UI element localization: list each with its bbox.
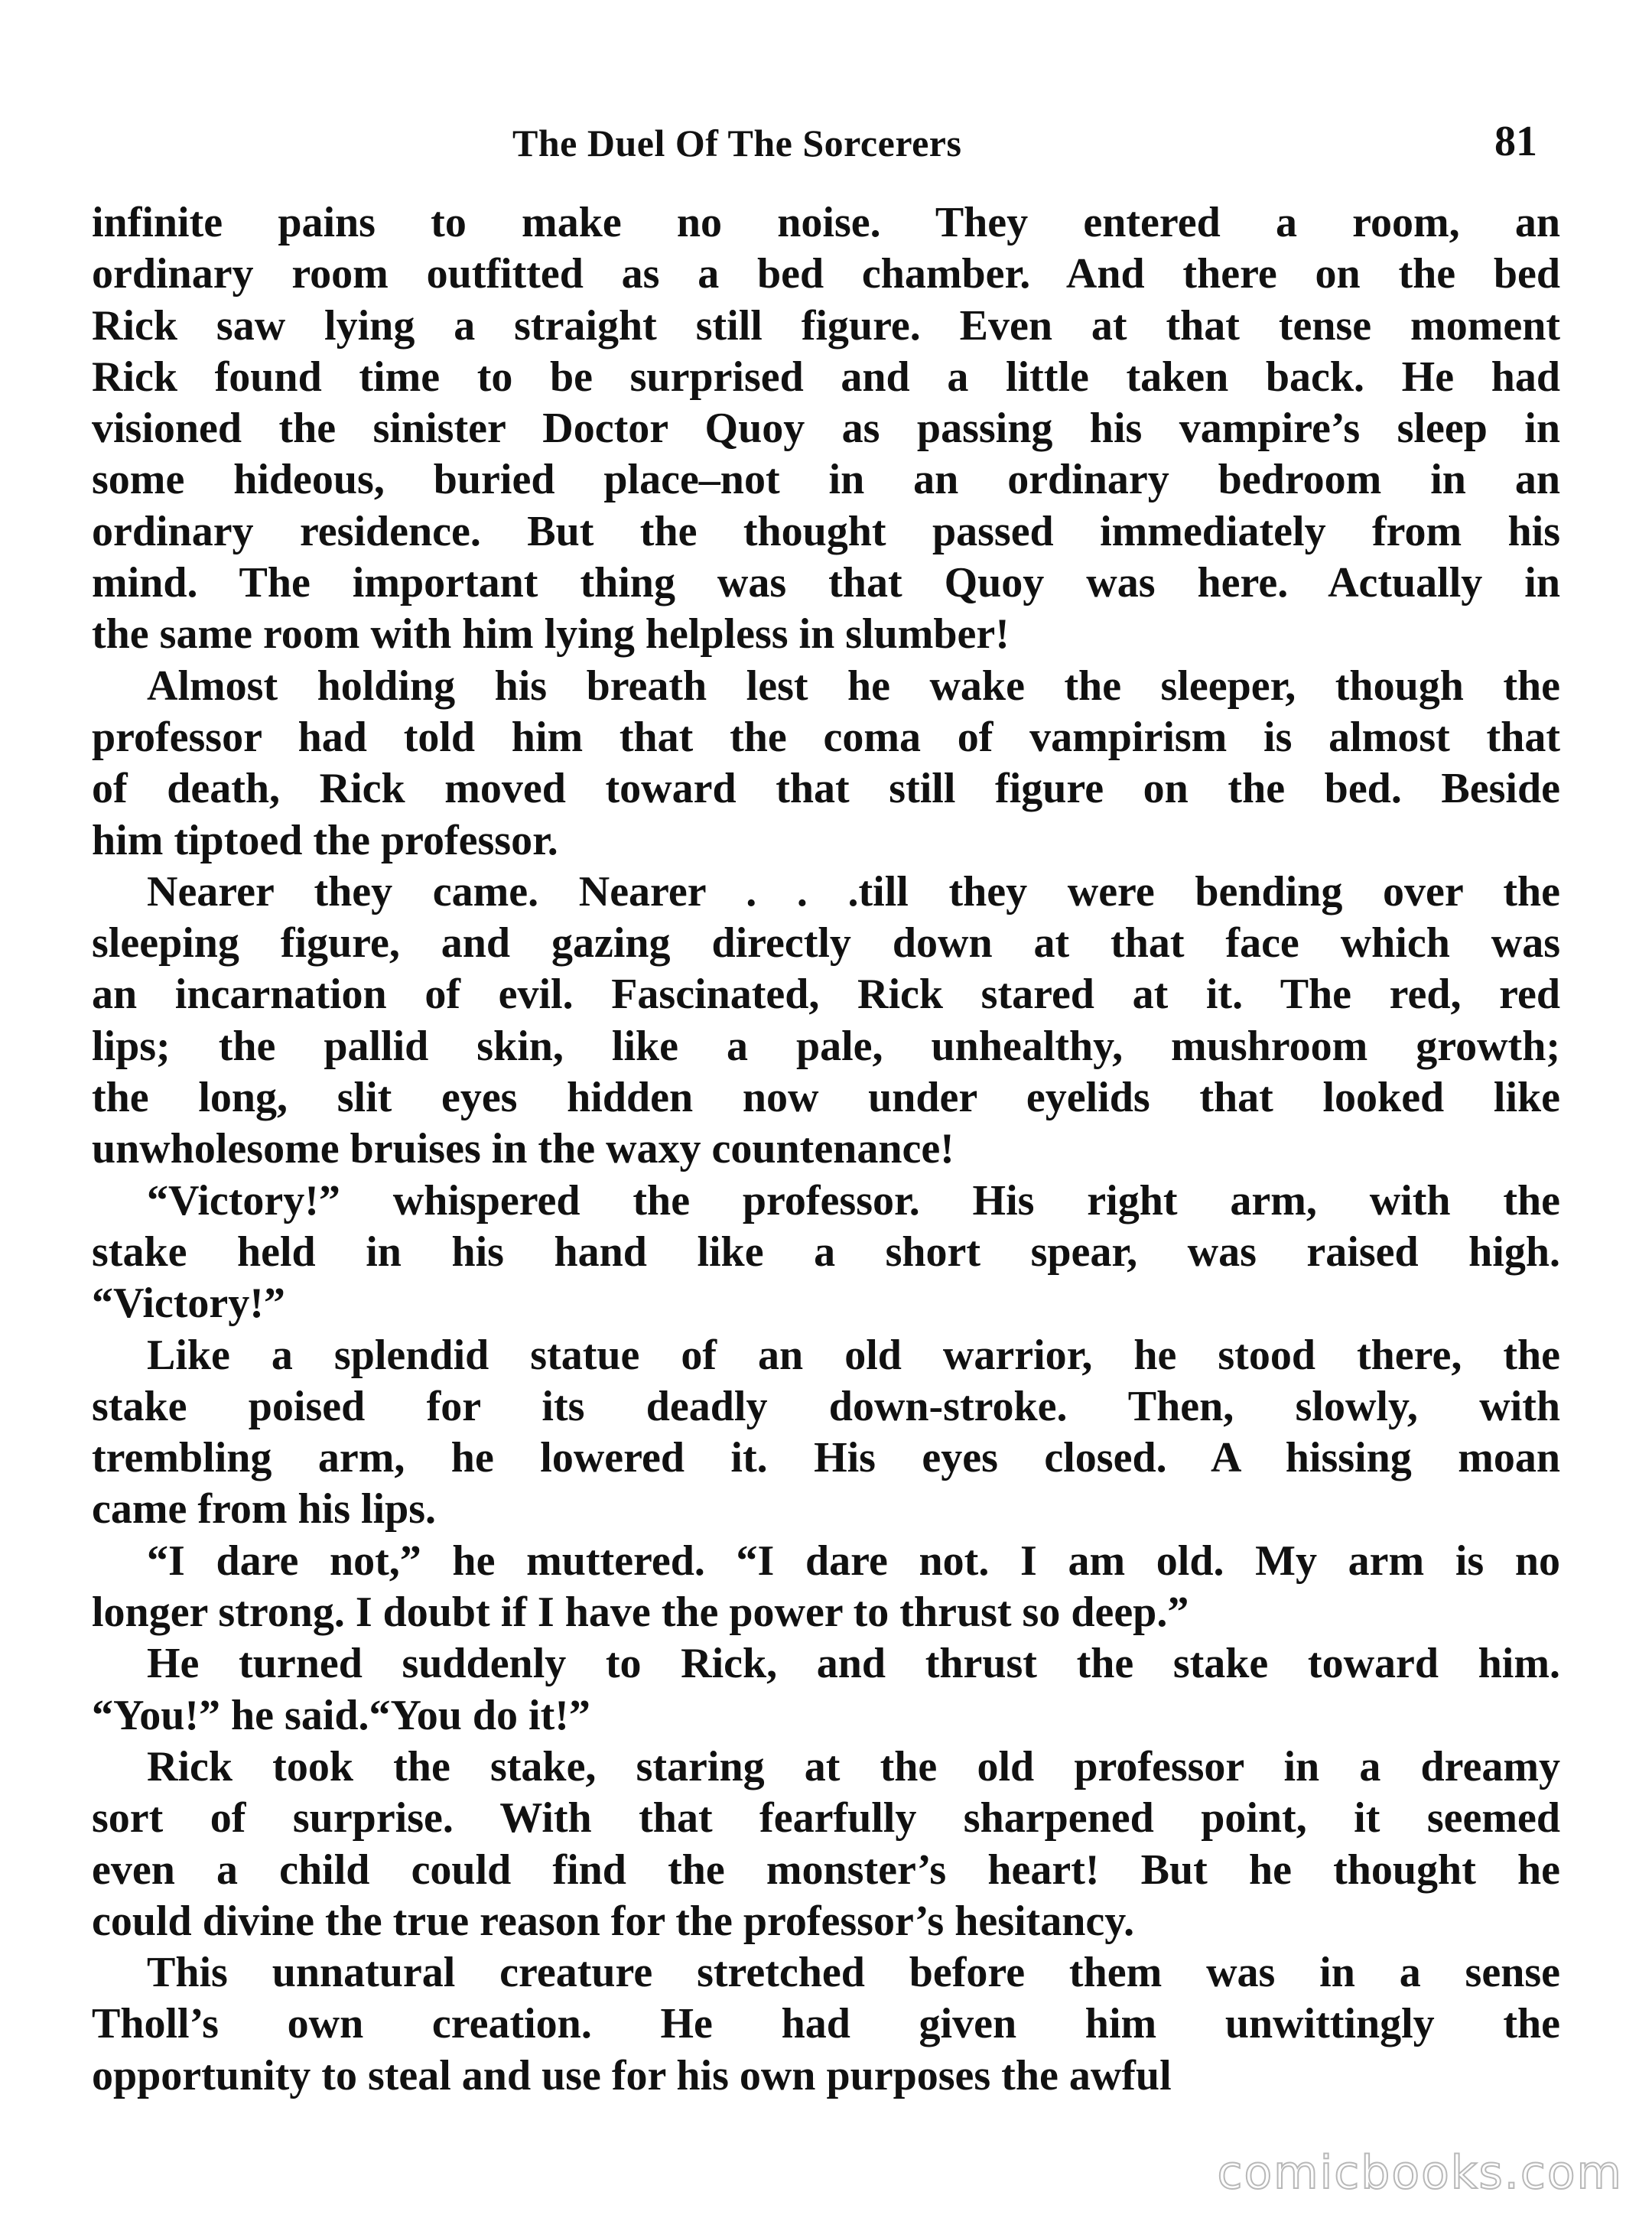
text-line: Like a splendid statue of an old warrior, he stood there, the [147, 1331, 1560, 1379]
text-line: Nearer they came. Nearer . . .till they were bending over the [147, 867, 1560, 915]
text-line: lips; the pallid skin, like a pale, unhealthy, mushroom growth; [92, 1022, 1560, 1070]
paragraph [92, 1330, 1560, 1536]
paragraph [92, 1742, 1560, 1947]
text-line: could divine the true reason for the professor’s hesitancy. [92, 1897, 1135, 1945]
text-line: sleeping figure, and gazing directly down at that face which was [92, 919, 1560, 968]
paragraph [92, 867, 1560, 1176]
text-line: “Victory!” [92, 1280, 285, 1328]
paragraph [92, 1536, 1560, 1639]
text-line: Tholl’s own creation. He had given him unwittingly the [92, 2000, 1560, 2048]
text-line: “You!” he said.“You do it!” [92, 1691, 590, 1739]
text-line: stake held in his hand like a short spear, was raised high. [92, 1228, 1560, 1276]
text-line: visioned the sinister Doctor Quoy as passing his vampire’s sleep in [92, 405, 1560, 453]
paragraph [92, 1176, 1560, 1330]
text-line: the same room with him lying helpless in slumber! [92, 610, 1010, 659]
text-line: unwholesome bruises in the waxy countenance! [92, 1125, 954, 1173]
text-line: “Victory!” whispered the professor. His right arm, with the [147, 1176, 1560, 1224]
text-line: sort of surprise. With that fearfully sharpened point, it seemed [92, 1794, 1560, 1842]
text-line: Almost holding his breath lest he wake the sleeper, though the [147, 662, 1560, 710]
text-line: Rick took the stake, staring at the old professor in a dreamy [147, 1742, 1560, 1790]
text-line: Rick saw lying a straight still figure. Even at that tense moment [92, 301, 1560, 350]
text-line: Rick found time to be surprised and a little taken back. He had [92, 353, 1560, 401]
text-line: He turned suddenly to Rick, and thrust the stake toward him. [147, 1640, 1560, 1688]
text-line: the long, slit eyes hidden now under eyelids that looked like [92, 1074, 1560, 1122]
text-line: stake poised for its deadly down-stroke. Then, slowly, with [92, 1382, 1560, 1430]
text-line: opportunity to steal and use for his own purposes the awful [92, 2051, 1172, 2099]
text-line: trembling arm, he lowered it. His eyes closed. A hissing moan [92, 1434, 1560, 1482]
body-text [92, 197, 1560, 2102]
watermark: comicbooks.com [1217, 2146, 1623, 2200]
text-line: longer strong. I doubt if I have the power to thrust so deep.” [92, 1589, 1189, 1637]
page-number: 81 [1494, 118, 1537, 165]
text-line: mind. The important thing was that Quoy was here. Actually in [92, 559, 1560, 607]
paragraph [92, 661, 1560, 867]
paragraph [92, 1947, 1560, 2102]
text-line: came from his lips. [92, 1485, 437, 1533]
text-line: ordinary residence. But the thought passed immediately from his [92, 507, 1560, 555]
text-line: ordinary room outfitted as a bed chamber. And there on the bed [92, 250, 1560, 298]
text-line: some hideous, buried place–not in an ordinary bedroom in an [92, 456, 1560, 504]
text-line: him tiptoed the professor. [92, 816, 558, 864]
text-line: “I dare not,” he muttered. “I dare not. I am old. My arm is no [147, 1537, 1560, 1585]
text-line: professor had told him that the coma of vampirism is almost that [92, 713, 1560, 761]
paragraph [92, 1638, 1560, 1742]
text-line: This unnatural creature stretched before them was in a sense [147, 1949, 1560, 1997]
text-line: of death, Rick moved toward that still figure on the bed. Beside [92, 765, 1560, 813]
running-title: The Duel Of The Sorcerers [512, 122, 962, 164]
text-line: an incarnation of evil. Fascinated, Rick stared at it. The red, red [92, 971, 1560, 1019]
text-line: infinite pains to make no noise. They entered a room, an [92, 199, 1560, 246]
paragraph [92, 197, 1560, 661]
text-line: even a child could find the monster’s heart! But he thought he [92, 1846, 1560, 1894]
